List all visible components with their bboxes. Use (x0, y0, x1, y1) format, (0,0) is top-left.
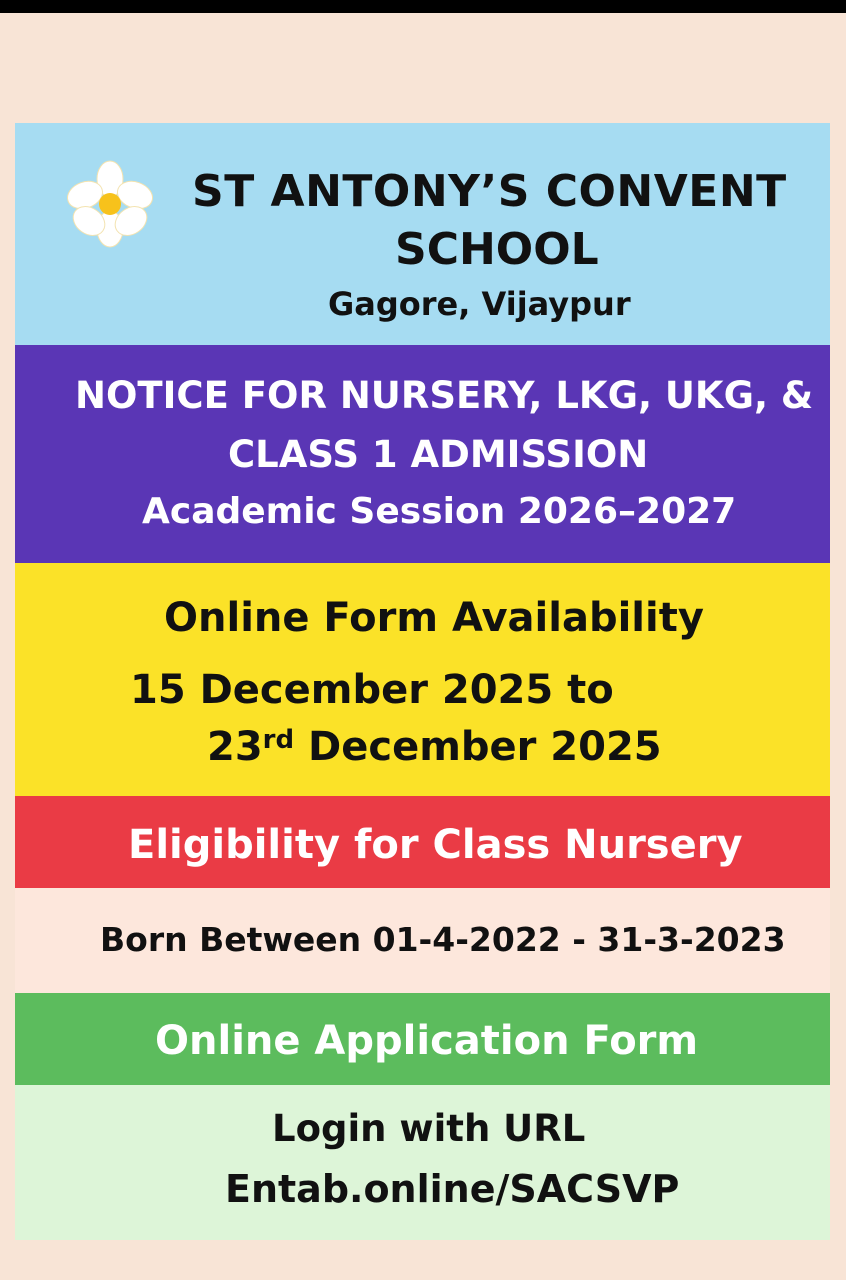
notice-title-line2: CLASS 1 ADMISSION (228, 433, 649, 476)
availability-start-date: 15 December 2025 to (130, 667, 614, 713)
academic-session: Academic Session 2026–2027 (142, 491, 737, 532)
online-application-header (15, 993, 830, 1085)
school-name-line2: SCHOOL (395, 224, 599, 275)
online-application-title: Online Application Form (155, 1018, 699, 1064)
end-day-suffix: rd (262, 725, 295, 755)
top-black-bar (0, 0, 846, 13)
eligibility-title: Eligibility for Class Nursery (128, 822, 743, 868)
school-header (15, 123, 830, 345)
application-url: Entab.online/SACSVP (225, 1167, 680, 1211)
login-details (15, 1085, 830, 1240)
notice-title-line1: NOTICE FOR NURSERY, LKG, UKG, & (75, 374, 814, 417)
admission-notice (15, 345, 830, 563)
availability-title: Online Form Availability (164, 595, 704, 641)
end-month-year: December 2025 (294, 724, 662, 770)
eligibility-details (15, 888, 830, 993)
daisy-flower-icon (65, 159, 155, 249)
availability-end-date (207, 724, 662, 770)
school-name-line1: ST ANTONY’S CONVENT (192, 166, 787, 217)
eligibility-header (15, 796, 830, 888)
form-availability (15, 563, 830, 796)
school-location: Gagore, Vijaypur (328, 285, 631, 323)
end-day: 23 (207, 724, 263, 770)
born-between-range: Born Between 01-4-2022 - 31-3-2023 (100, 920, 786, 959)
login-instruction: Login with URL (272, 1107, 586, 1150)
